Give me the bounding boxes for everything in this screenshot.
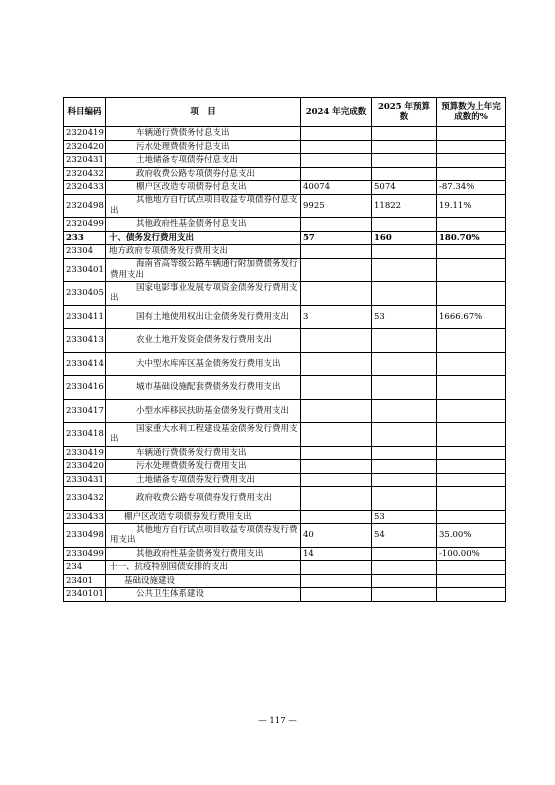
row-item-name: 国有土地使用权出让金债务发行费用支出 — [106, 305, 301, 329]
row-2024-value — [301, 588, 372, 602]
row-ratio — [437, 487, 506, 511]
row-2025-value — [372, 399, 437, 423]
row-2024-value — [301, 258, 372, 282]
row-2025-value — [372, 154, 437, 168]
row-code: 234 — [64, 561, 106, 575]
row-item-name: 城市基础设施配套费债务发行费用支出 — [106, 376, 301, 400]
table-row — [64, 154, 506, 168]
table-row — [64, 524, 506, 548]
table-row — [64, 329, 506, 353]
row-ratio — [437, 446, 506, 460]
table-row — [64, 305, 506, 329]
row-2025-value — [372, 282, 437, 306]
row-ratio — [437, 329, 506, 353]
table-row — [64, 487, 506, 511]
table-row — [64, 460, 506, 474]
row-2024-value — [301, 510, 372, 524]
row-ratio — [437, 399, 506, 423]
table-row — [64, 282, 506, 306]
table-row — [64, 376, 506, 400]
table-row — [64, 510, 506, 524]
row-2025-value: 54 — [372, 524, 437, 548]
row-code: 2320498 — [64, 194, 106, 218]
row-2025-value: 160 — [372, 231, 437, 245]
row-item-name: 公共卫生体系建设 — [106, 588, 301, 602]
table-row — [64, 127, 506, 141]
table-row — [64, 245, 506, 259]
row-2024-value — [301, 446, 372, 460]
row-2025-value — [372, 167, 437, 181]
table-row — [64, 423, 506, 447]
row-item-name: 其他政府性基金债务付息支出 — [106, 218, 301, 232]
header-2025-budget: 2025 年预算数 — [372, 98, 437, 127]
row-code: 2340101 — [64, 588, 106, 602]
row-2024-value — [301, 561, 372, 575]
budget-table — [63, 97, 506, 602]
row-ratio: 180.70% — [437, 231, 506, 245]
row-2024-value: 9925 — [301, 194, 372, 218]
table-row — [64, 231, 506, 245]
row-2024-value — [301, 154, 372, 168]
row-item-name: 其他地方自行试点项目收益专项债券付息支出 — [106, 194, 301, 218]
row-item-name: 地方政府专项债务发行费用支出 — [106, 245, 301, 259]
row-2024-value — [301, 352, 372, 376]
row-code: 2330401 — [64, 258, 106, 282]
row-item-name: 其他地方自行试点项目收益专项债券发行费用支出 — [106, 524, 301, 548]
row-2025-value — [372, 329, 437, 353]
header-ratio: 预算数为上年完成数的% — [437, 98, 506, 127]
row-ratio — [437, 140, 506, 154]
row-code: 2330416 — [64, 376, 106, 400]
row-code: 2330413 — [64, 329, 106, 353]
row-2025-value — [372, 574, 437, 588]
row-code: 23304 — [64, 245, 106, 259]
table-row — [64, 399, 506, 423]
row-2025-value — [372, 561, 437, 575]
row-2024-value: 57 — [301, 231, 372, 245]
table-row — [64, 446, 506, 460]
row-item-name: 棚户区改造专项债券发行费用支出 — [106, 510, 301, 524]
row-2024-value — [301, 282, 372, 306]
table-header-row — [64, 98, 506, 127]
row-code: 2320432 — [64, 167, 106, 181]
row-ratio: 1666.67% — [437, 305, 506, 329]
row-item-name: 海南省高等级公路车辆通行附加费债务发行费用支出 — [106, 258, 301, 282]
row-2025-value — [372, 245, 437, 259]
row-2024-value — [301, 473, 372, 487]
header-2024-actual: 2024 年完成数 — [301, 98, 372, 127]
row-2025-value — [372, 487, 437, 511]
row-2025-value — [372, 547, 437, 561]
row-2024-value — [301, 487, 372, 511]
row-ratio — [437, 258, 506, 282]
row-ratio — [437, 574, 506, 588]
row-ratio — [437, 218, 506, 232]
row-code: 2330420 — [64, 460, 106, 474]
row-ratio — [437, 423, 506, 447]
row-2025-value — [372, 258, 437, 282]
row-2024-value — [301, 329, 372, 353]
row-ratio — [437, 282, 506, 306]
table-row — [64, 194, 506, 218]
row-2025-value — [372, 376, 437, 400]
row-ratio — [437, 376, 506, 400]
row-ratio — [437, 460, 506, 474]
row-item-name: 其他政府性基金债务发行费用支出 — [106, 547, 301, 561]
row-item-name: 农业土地开发资金债务发行费用支出 — [106, 329, 301, 353]
table-row — [64, 181, 506, 195]
row-code: 2330418 — [64, 423, 106, 447]
table-row — [64, 218, 506, 232]
row-item-name: 大中型水库库区基金债务发行费用支出 — [106, 352, 301, 376]
row-2024-value: 3 — [301, 305, 372, 329]
row-2025-value: 53 — [372, 510, 437, 524]
row-2025-value — [372, 127, 437, 141]
row-2025-value — [372, 446, 437, 460]
row-2024-value — [301, 574, 372, 588]
row-2024-value — [301, 140, 372, 154]
row-2024-value — [301, 167, 372, 181]
table-row — [64, 473, 506, 487]
row-item-name: 基础设施建设 — [106, 574, 301, 588]
row-code: 23401 — [64, 574, 106, 588]
row-ratio — [437, 245, 506, 259]
row-item-name: 土地储备专项债券付息支出 — [106, 154, 301, 168]
row-item-name: 污水处理费债务付息支出 — [106, 140, 301, 154]
row-code: 2330431 — [64, 473, 106, 487]
row-ratio: 19.11% — [437, 194, 506, 218]
table-row — [64, 547, 506, 561]
table-row — [64, 258, 506, 282]
row-ratio: -87.34% — [437, 181, 506, 195]
row-item-name: 十、债务发行费用支出 — [106, 231, 301, 245]
table-row — [64, 588, 506, 602]
row-2024-value: 14 — [301, 547, 372, 561]
row-item-name: 棚户区改造专项债券付息支出 — [106, 181, 301, 195]
row-2024-value — [301, 218, 372, 232]
row-item-name: 土地储备专项债券发行费用支出 — [106, 473, 301, 487]
page-number: — 117 — — [258, 716, 297, 726]
row-ratio — [437, 127, 506, 141]
row-ratio — [437, 588, 506, 602]
row-code: 2330433 — [64, 510, 106, 524]
row-2025-value: 5074 — [372, 181, 437, 195]
row-2024-value — [301, 399, 372, 423]
row-item-name: 国家电影事业发展专项资金债务发行费用支出 — [106, 282, 301, 306]
row-code: 2330419 — [64, 446, 106, 460]
row-2024-value — [301, 460, 372, 474]
header-item: 项 目 — [106, 98, 301, 127]
row-code: 2320499 — [64, 218, 106, 232]
row-2024-value: 40 — [301, 524, 372, 548]
row-code: 233 — [64, 231, 106, 245]
row-2025-value — [372, 423, 437, 447]
row-2025-value — [372, 352, 437, 376]
row-code: 2320419 — [64, 127, 106, 141]
row-code: 2320433 — [64, 181, 106, 195]
row-code: 2330432 — [64, 487, 106, 511]
row-2025-value — [372, 460, 437, 474]
row-code: 2320420 — [64, 140, 106, 154]
row-item-name: 车辆通行费债务付息支出 — [106, 127, 301, 141]
row-item-name: 十一、抗疫特别国债安排的支出 — [106, 561, 301, 575]
row-item-name: 车辆通行费债务发行费用支出 — [106, 446, 301, 460]
row-code: 2330499 — [64, 547, 106, 561]
row-ratio — [437, 510, 506, 524]
row-item-name: 小型水库移民扶助基金债务发行费用支出 — [106, 399, 301, 423]
row-ratio — [437, 167, 506, 181]
row-item-name: 污水处理费债务发行费用支出 — [106, 460, 301, 474]
row-ratio: -100.00% — [437, 547, 506, 561]
header-code: 科目编码 — [64, 98, 106, 127]
row-ratio — [437, 154, 506, 168]
row-2025-value — [372, 218, 437, 232]
row-item-name: 政府收费公路专项债券发行费用支出 — [106, 487, 301, 511]
row-code: 2330405 — [64, 282, 106, 306]
row-item-name: 国家重大水利工程建设基金债务发行费用支出 — [106, 423, 301, 447]
table-row — [64, 140, 506, 154]
table-row — [64, 574, 506, 588]
row-2025-value — [372, 140, 437, 154]
row-2024-value — [301, 127, 372, 141]
row-ratio: 35.00% — [437, 524, 506, 548]
row-ratio — [437, 352, 506, 376]
row-2025-value: 53 — [372, 305, 437, 329]
row-2025-value — [372, 588, 437, 602]
row-ratio — [437, 561, 506, 575]
table-row — [64, 561, 506, 575]
row-code: 2330411 — [64, 305, 106, 329]
row-2025-value: 11822 — [372, 194, 437, 218]
row-ratio — [437, 473, 506, 487]
row-2024-value — [301, 245, 372, 259]
table-row — [64, 167, 506, 181]
row-code: 2320431 — [64, 154, 106, 168]
row-code: 2330498 — [64, 524, 106, 548]
row-code: 2330414 — [64, 352, 106, 376]
row-code: 2330417 — [64, 399, 106, 423]
row-2025-value — [372, 473, 437, 487]
row-2024-value — [301, 423, 372, 447]
row-2024-value — [301, 376, 372, 400]
row-item-name: 政府收费公路专项债券付息支出 — [106, 167, 301, 181]
table-row — [64, 352, 506, 376]
row-2024-value: 40074 — [301, 181, 372, 195]
